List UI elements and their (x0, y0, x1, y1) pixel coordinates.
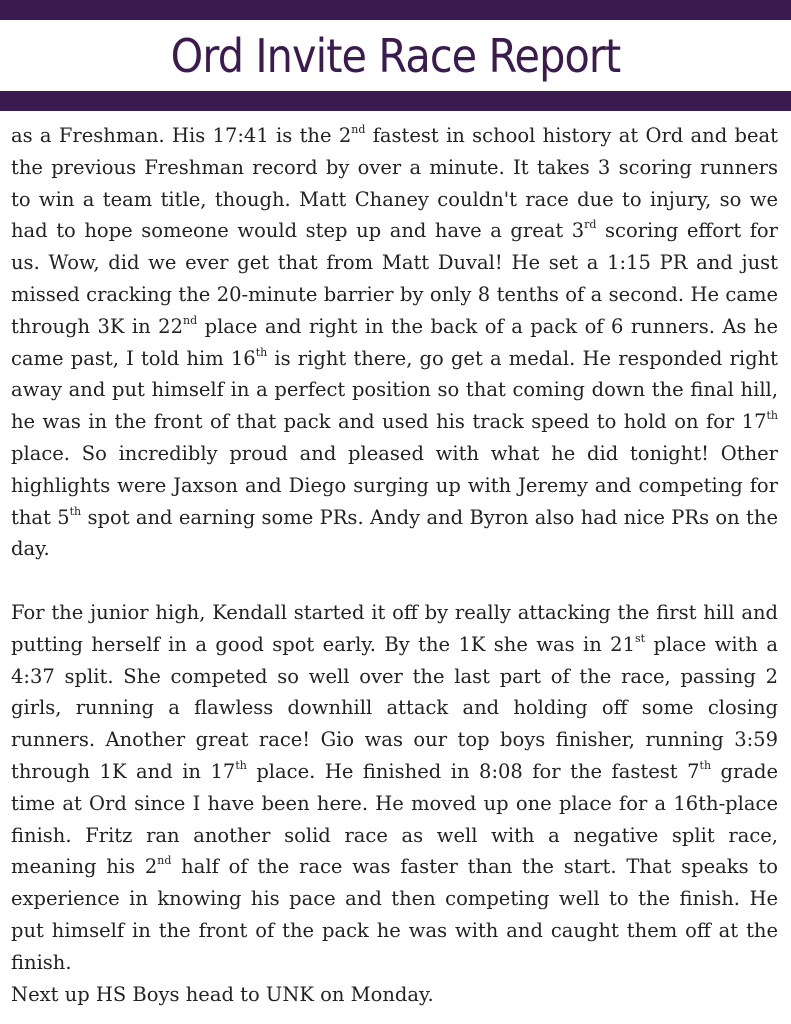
text-span: place. So incredibly proud and pleased with what he did tonight! Other highlights were Jaxson and Diego surging up with Jeremy and competing for that 5 (11, 441, 778, 529)
ordinal-suffix: th (766, 409, 778, 423)
ordinal-suffix: nd (351, 123, 366, 136)
text-span: as a Freshman. His 17:41 is the 2 (11, 124, 352, 147)
text-span: scoring effort for us. Wow, did we ever get that from Matt Duval! He set a 1:15 PR and just missed cracking the 20-minute barrier by only 8 tenths of a second. He came through 3K in 22 (11, 219, 778, 338)
header-bottom-bar (0, 91, 791, 111)
text-span: spot and earning some PRs. Andy and Byron also had nice PRs on the day. (11, 505, 778, 561)
text-span: place. He finished in 8:08 for the fastest 7 (246, 759, 700, 783)
text-span: place and right in the back of a pack of 6 runners. As he came past, I told him 16 (11, 314, 778, 370)
ordinal-suffix: th (69, 504, 82, 518)
ordinal-suffix: th (255, 345, 268, 359)
paragraph-junior-high (11, 597, 778, 979)
ordinal-suffix: nd (157, 854, 172, 868)
ordinal-suffix: nd (183, 313, 198, 327)
header-top-bar (0, 0, 791, 20)
ordinal-suffix: th (699, 758, 712, 772)
ordinal-suffix: th (235, 758, 247, 772)
ordinal-suffix: rd (584, 218, 597, 232)
paragraph-next-up: Next up HS Boys head to UNK on Monday. (11, 982, 434, 1006)
page-title: Ord Invite Race Report (170, 28, 621, 83)
text-span: grade time at Ord since I have been here. He moved up one place for a 16th-place finish. Fritz ran another solid race as well with a negative split race, meaning his 2 (11, 759, 778, 879)
text-span: half of the race was faster than the start. That speaks to experience in knowing his pace and then competing well to the finish. He put himself in the front of the pack he was with and caught them off at the finish. (11, 855, 778, 974)
ordinal-suffix: st (635, 631, 646, 645)
text-span: For the junior high, Kendall started it off by really attacking the first hill and putting herself in a good spot early. By the 1K she was in 21 (11, 600, 778, 656)
report-body (11, 120, 778, 1010)
paragraph-high-school (11, 120, 778, 565)
paragraph-gap (11, 565, 778, 597)
text-span: is right there, go get a medal. He responded right away and put himself in a perfect position so that coming down the final hill, he was in the front of that pack and used his track speed to hold on for 17 (11, 346, 778, 434)
text-span: place with a 4:37 split. She competed so well over the last part of the race, passing 2 girls, running a flawless downhill attack and holding off some closing runners. Another great race! Gio was our top boys finisher, running 3:59 through 1K and in 17 (11, 632, 778, 783)
text-span: fastest in school history at Ord and beat the previous Freshman record by over a minute. It takes 3 scoring runners to win a team title, though. Matt Chaney couldn't race due to injury, so we had to hope someone would step up and have a great 3 (11, 124, 779, 243)
